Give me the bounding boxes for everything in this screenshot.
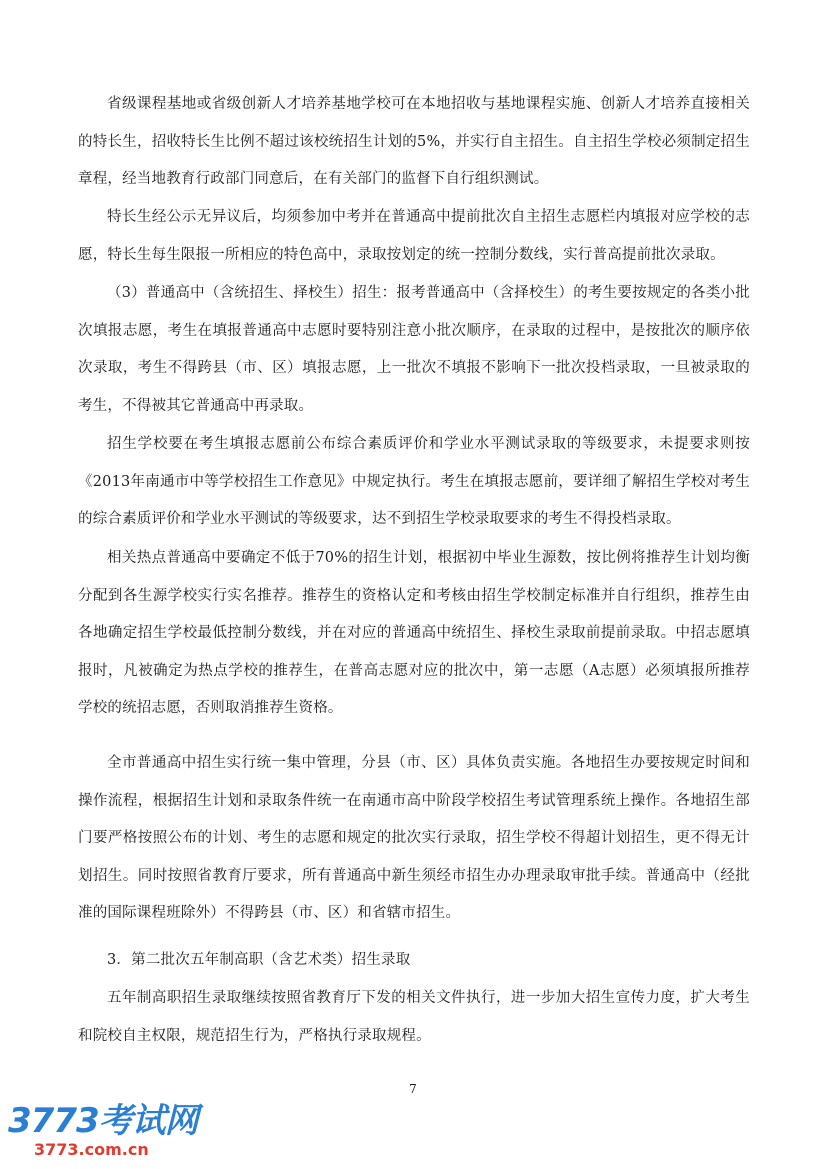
paragraph-specialty-publicity: 特长生经公示无异议后，均须参加中考并在普通高中提前批次自主招生志愿栏内填报对应学校的志愿，特长生每生限报一所相应的特色高中，录取按划定的统一控制分数线，实行普高提前批次录取。: [78, 209, 750, 263]
site-logo: [8, 1101, 198, 1164]
paragraph-evaluation-requirements: 招生学校要在考生填报志愿前公布综合素质评价和学业水平测试录取的等级要求，未提要求则按《2013年南通市中等学校招生工作意见》中规定执行。考生在填报志愿前，要详细了解招生学校对考生的综合素质评价和学业水平测试的等级要求，达不到招生学校录取要求的考生不得投档录取。: [78, 436, 750, 527]
paragraph-vocational-admission: 五年制高职招生录取继续按照省教育厅下发的相关文件执行，进一步加大招生宣传力度，扩大考生和院校自主权限，规范招生行为，严格执行录取规程。: [78, 990, 750, 1044]
paragraph-centralized-management: 全市普通高中招生实行统一集中管理，分县（市、区）具体负责实施。各地招生办要按规定时间和操作流程，根据招生计划和录取条件统一在南通市高中阶段学校招生考试管理系统上操作。各地招生部门要严格按照公布的计划、考生的志愿和规定的批次实行录取，招生学校不得超计划招生，更不得无计划招生。同时按照省教育厅要求，所有普通高中新生须经市招生办办理录取审批手续。普通高中（经批准的国际课程班除外）不得跨县（市、区）和省辖市招生。: [78, 755, 750, 921]
page-number: 7: [409, 1082, 417, 1096]
logo-main-text: 3773考试网: [8, 1101, 198, 1141]
logo-url-text: 3773.com.cn: [34, 1140, 149, 1159]
paragraph-general-high-school: （3）普通高中（含统招生、择校生）招生：报考普通高中（含择校生）的考生要按规定的各类小批次填报志愿，考生在填报普通高中志愿时要特别注意小批次顺序，在录取的过程中，是按批次的顺序依次录取，考生不得跨县（市、区）填报志愿，上一批次不填报不影响下一批次投档录取，一旦被录取的考生，不得被其它普通高中再录取。: [78, 285, 750, 414]
section-heading-vocational: 3．第二批次五年制高职（含艺术类）招生录取: [107, 952, 411, 968]
paragraph-specialty-students: 省级课程基地或省级创新人才培养基地学校可在本地招收与基地课程实施、创新人才培养直接相关的特长生，招收特长生比例不超过该校统招生计划的5%，并实行自主招生。自主招生学校必须制定招生章程，经当地教育行政部门同意后，在有关部门的监督下自行组织测试。: [78, 96, 750, 187]
paragraph-recommended-students: 相关热点普通高中要确定不低于70%的招生计划，根据初中毕业生源数，按比例将推荐生计划均衡分配到各生源学校实行实名推荐。推荐生的资格认定和考核由招生学校制定标准并自行组织，推荐生由各地确定招生学校最低控制分数线，并在对应的普通高中统招生、择校生录取前提前录取。中招志愿填报时，凡被确定为热点学校的推荐生，在普高志愿对应的批次中，第一志愿（A志愿）必须填报所推荐学校的统招志愿，否则取消推荐生资格。: [78, 550, 750, 716]
